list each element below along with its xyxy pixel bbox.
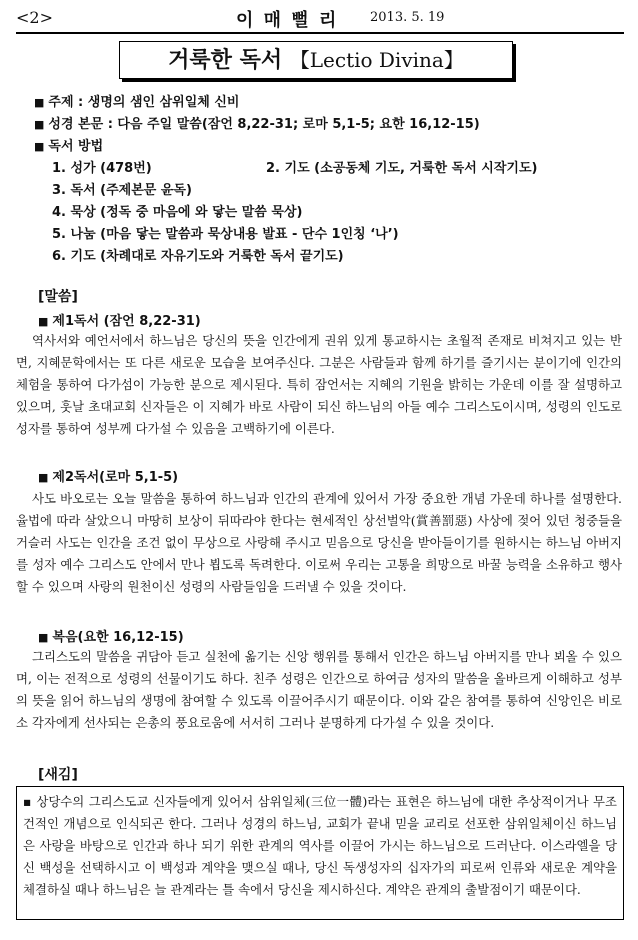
reading-text: 역사서와 예언서에서 하느님은 당신의 뜻을 인간에게 권위 있게 통교하시는 초월적 존재로 비쳐지고 있는 반면, 지혜문학에서는 또 다른 새로운 모습을 보여주신다. 그분은 사람들과 함께 하기를 즐기시는 분이기에 인간의 체험을 통하여 다가섬이 가능한 분으로 제시된다. 특히 잠언서는 지혜의 기원을 밝히는 가운데 이를 잘 설명하고 있으며, 훗날 초대교회 신자들은 이 지혜가 바로 사람이 되신 하느님의 아들 예수 그리스도이시며, 성령의 인도로 성자를 통하여 성부께 다가설 수 있음을 고백하기에 이른다.	[16, 333, 622, 436]
reading-text: 그리스도의 말씀을 귀담아 듣고 실천에 옮기는 신앙 행위를 통해서 인간은 하느님 아버지를 만나 뵈올 수 있으며, 이는 전적으로 성령의 선물이기도 하다. 친주 성령은 인간으로 하여금 성자의 말씀을 올바르게 이해하고 성부의 뜻을 읽어 하느님의 생명에 참여할 수 있도록 이끌어주시기 때문이다. 이와 같은 참여를 통하여 신앙인은 비로소 각자에게 선사되는 은총의 풍요로움에 서서히 그러나 분명하게 다가설 수 있을 것이다.	[16, 649, 622, 730]
readings-text: 성경 본문 : 다음 주일 말씀(잠언 8,22-31; 로마 5,1-5; 요한 16,12-15)	[48, 117, 480, 132]
publication-name: 이 매 뻘 리	[236, 10, 339, 31]
step-item: 6. 기도 (차례대로 자유기도와 거룩한 독서 끝기도)	[52, 249, 344, 264]
issue-date: 2013. 5. 19	[370, 10, 445, 25]
step-item: 3. 독서 (주제본문 윤독)	[52, 183, 192, 198]
info-block	[34, 92, 624, 268]
page-title	[119, 41, 513, 79]
step-row	[52, 158, 624, 180]
reading-text: 사도 바오로는 오늘 말씀을 통하여 하느님과 인간의 관계에 있어서 가장 중요한 개념 가운데 하나를 설명한다. 율법에 따라 살았으니 마땅히 보상이 뒤따라야 한다는 현세적인 상선벌악(賞善罰惡) 사상에 젖어 있던 청중들을 거슬러 사도는 인간을 조건 없이 무상으로 사랑해 주시고 믿음으로 당신을 받아들이기를 원하시는 하느님 아버지를 성자 예수 그리스도 안에서 만나 뵙도록 독려한다. 이로써 우리는 고통을 희망으로 바꿀 능력을 소유하고 행사할 수 있으며 사랑의 원천이신 성령의 사람들임을 드러낼 수 있을 것이다.	[16, 491, 622, 594]
step-row	[52, 224, 624, 246]
reading-title: ■ 복음(요한 16,12-15)	[38, 630, 184, 645]
step-row	[52, 246, 624, 268]
square-bullet-icon: ■	[38, 315, 49, 328]
page-number: <2>	[16, 8, 53, 27]
theme-row	[34, 92, 624, 114]
readings-row	[34, 114, 624, 136]
reflection-text: ▪ 상당수의 그리스도교 신자들에게 있어서 삼위일체(三位一體)라는 표현은 하느님에 대한 추상적이거나 무조건적인 개념으로 인식되곤 한다. 그러나 성경의 하느님, 교회가 끝내 믿을 교리로 선포한 삼위일체이신 하느님은 사랑을 바탕으로 인간과 하나 되기 위한 관계의 역사를 이끌어 가시는 하느님으로 드러난다. 이스라엘을 당신 백성을 선택하시고 이 백성과 계약을 맺으실 때나, 당신 독생성자의 십자가의 피로써 인류와 새로운 계약을 체결하실 때나 하느님은 늘 관계라는 틀 속에서 당신을 제시하신다. 계약은 관계의 출발점이기 때문이다.	[16, 786, 624, 920]
method-steps	[34, 158, 624, 268]
square-bullet-icon: ■	[34, 140, 45, 153]
title-korean: 거룩한 독서	[168, 48, 283, 73]
step-item: 2. 기도 (소공동체 기도, 거룩한 독서 시작기도)	[266, 161, 538, 176]
square-bullet-icon: ■	[34, 96, 45, 109]
square-bullet-icon: ■	[38, 631, 49, 644]
reading-title: ■ 제2독서(로마 5,1-5)	[38, 470, 179, 485]
title-latin: 【Lectio Divina】	[289, 48, 464, 72]
reflection-heading: [새김]	[38, 767, 78, 783]
step-item: 1. 성가 (478번)	[52, 161, 152, 176]
word-section-heading: [말씀]	[38, 289, 78, 305]
square-bullet-icon: ■	[38, 471, 49, 484]
method-label: 독서 방법	[48, 139, 104, 154]
page-header	[16, 6, 624, 34]
step-row	[52, 202, 624, 224]
step-row	[52, 180, 624, 202]
reading-title: ■ 제1독서 (잠언 8,22-31)	[38, 314, 201, 329]
method-row	[34, 136, 624, 158]
theme-text: 주제 : 생명의 샘인 삼위일체 신비	[48, 95, 240, 110]
step-item: 4. 묵상 (정독 중 마음에 와 닿는 말씀 묵상)	[52, 205, 303, 220]
step-item: 5. 나눔 (마음 닿는 말씀과 묵상내용 발표 - 단수 1인칭 ‘나’)	[52, 227, 399, 242]
square-bullet-icon: ■	[34, 118, 45, 131]
